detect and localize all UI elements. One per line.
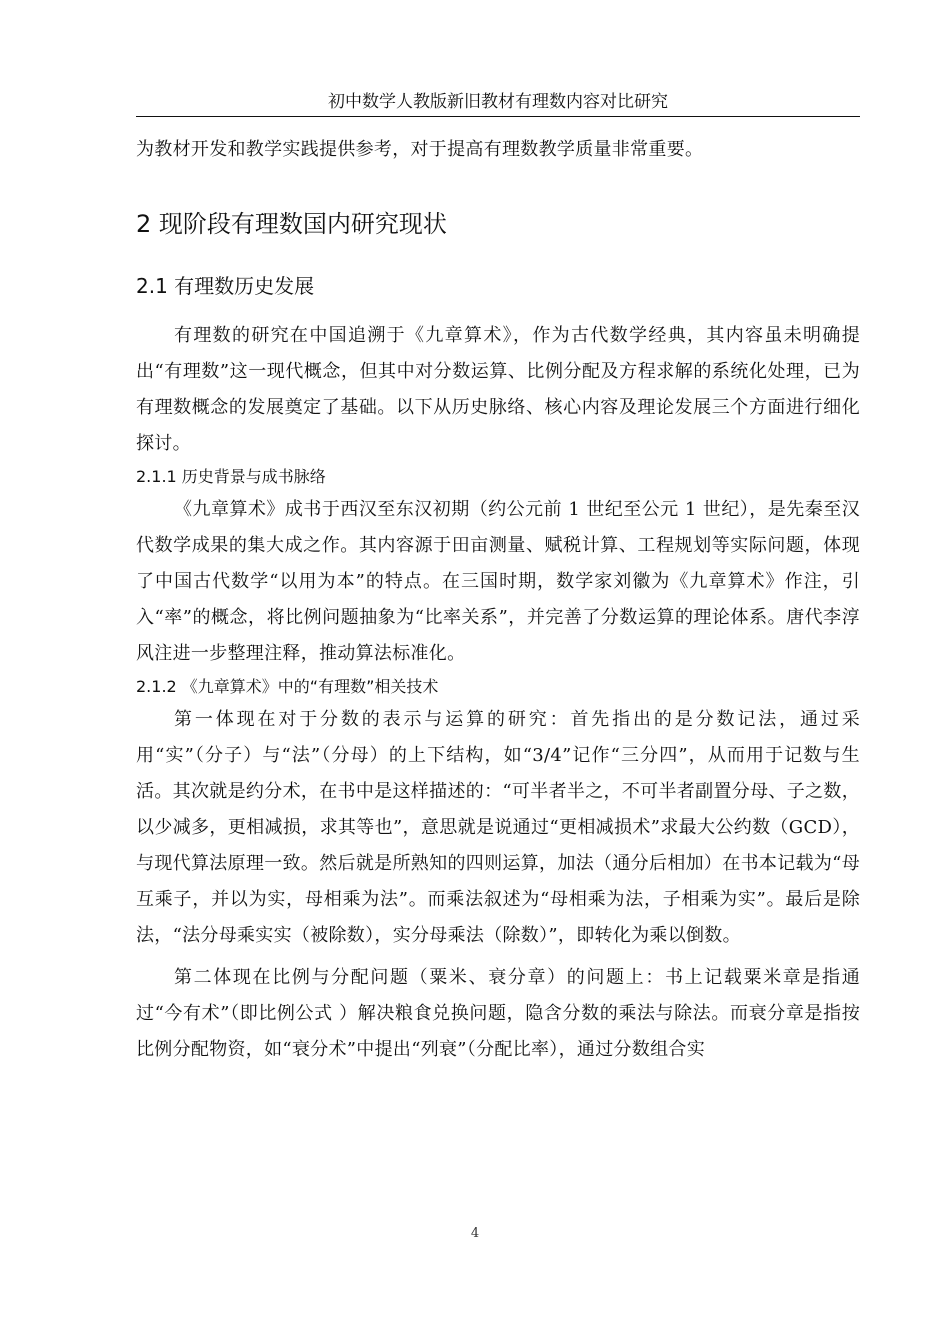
intro-line: 为教材开发和教学实践提供参考，对于提高有理数教学质量非常重要。 — [136, 139, 704, 160]
paragraph-2-1-2-a: 第一体现在对于分数的表示与运算的研究：首先指出的是分数记法，通过采用“实”（分子）与“法”（分母）的上下结构，如“3/4”记作“三分四”，从而用于记数与生活。其次就是约分术，在书中是这样描述的：“可半者半之，不可半者副置分母、子之数，以少减多，更相减损，求其等也”，意思就是说通过“更相减损术”求最大公约数（GCD），与现代算法原理一致。然后就是所熟知的四则运算，加法（通分后相加）在书本记载为“母互乘子，并以为实，母相乘为法”。而乘法叙述为“母相乘为法，子相乘为实”。最后是除法，“法分母乘实实（被除数），实分母乘法（除数）”，即转化为乘以倒数。 — [136, 709, 860, 946]
section-2-1-heading: 2.1 有理数历史发展 — [136, 274, 315, 298]
section-2-1-2-heading: 2.1.2 《九章算术》中的“有理数”相关技术 — [136, 677, 439, 696]
running-header: 初中数学人教版新旧教材有理数内容对比研究 — [328, 92, 668, 112]
page-number: 4 — [470, 1226, 480, 1241]
paragraph-2-1-2-b: 第二体现在比例与分配问题（粟米、衰分章）的问题上：书上记载粟米章是指通过“今有术”（即比例公式 ）解决粮食兑换问题，隐含分数的乘法与除法。而衰分章是指按比例分配物资，如“衰分术”中提出“列衰”（分配比率），通过分数组合实 — [136, 967, 860, 1060]
section-2-1-1-heading: 2.1.1 历史背景与成书脉络 — [136, 467, 326, 486]
header-divider — [136, 116, 860, 117]
paragraph-2-1: 有理数的研究在中国追溯于《九章算术》，作为古代数学经典，其内容虽未明确提出“有理数”这一现代概念，但其中对分数运算、比例分配及方程求解的系统化处理，已为有理数概念的发展奠定了基础。以下从历史脉络、核心内容及理论发展三个方面进行细化探讨。 — [136, 325, 860, 454]
page-content — [136, 132, 860, 1068]
paragraph-2-1-1: 《九章算术》成书于西汉至东汉初期（约公元前 1 世纪至公元 1 世纪），是先秦至汉代数学成果的集大成之作。其内容源于田亩测量、赋税计算、工程规划等实际问题，体现了中国古代数学“以用为本”的特点。在三国时期，数学家刘徽为《九章算术》作注，引入“率”的概念，将比例问题抽象为“比率关系”，并完善了分数运算的理论体系。唐代李淳风注进一步整理注释，推动算法标准化。 — [136, 499, 860, 664]
section-2-heading: 2 现阶段有理数国内研究现状 — [136, 210, 447, 238]
